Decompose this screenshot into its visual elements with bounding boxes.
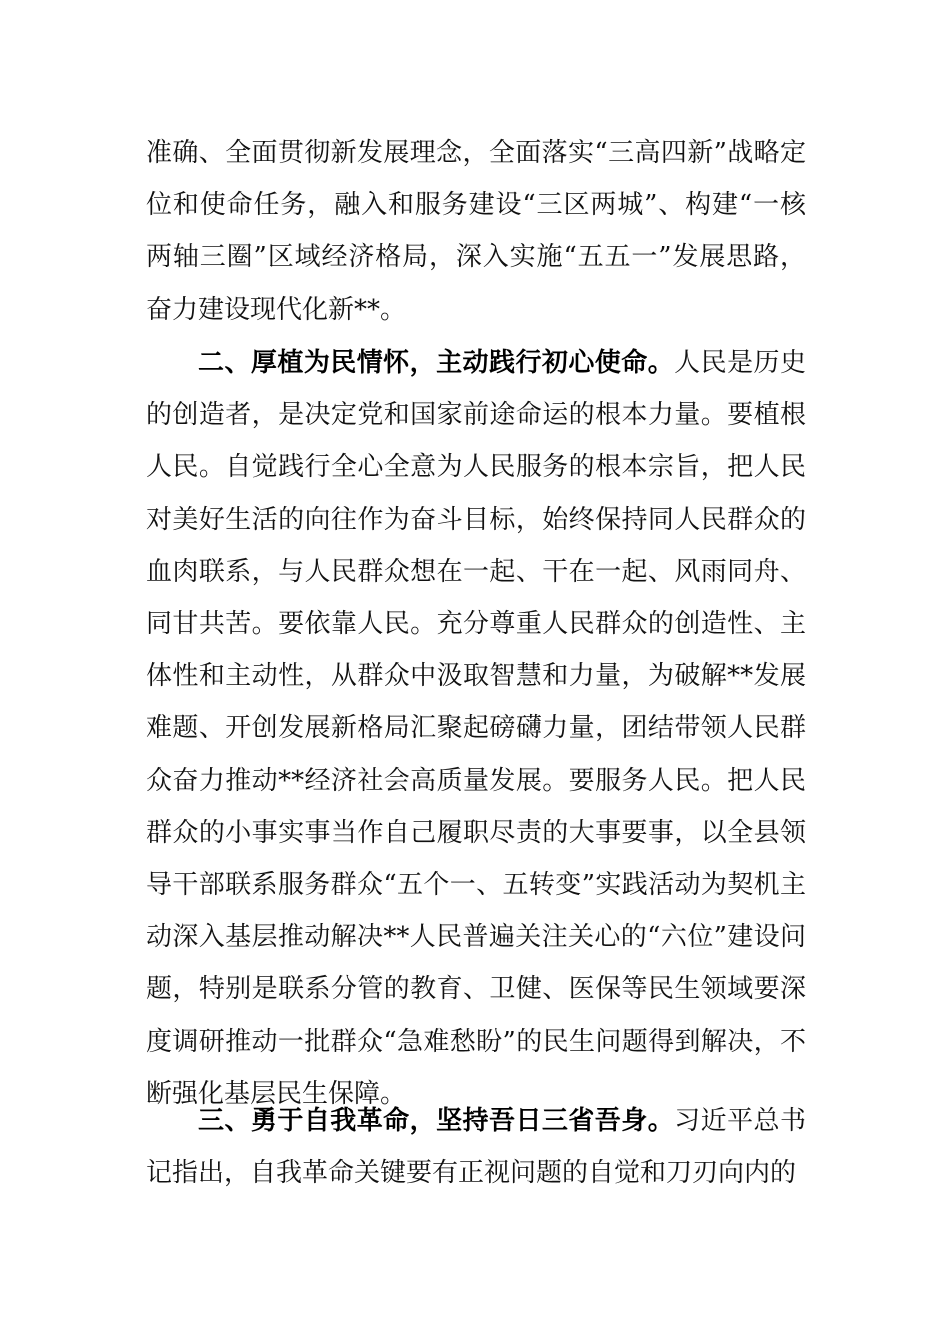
section-heading: 二、厚植为民情怀，主动践行初心使命。 <box>198 348 675 378</box>
paragraph-section-two <box>146 337 806 1120</box>
section-heading: 三、勇于自我革命，坚持吾日三省吾身。 <box>198 1106 675 1136</box>
paragraph-body: 准确、全面贯彻新发展理念，全面落实“三高四新”战略定位和使命任务，融入和服务建设“三区两城”、构建“一核两轴三圈”区域经济格局，深入实施“五五一”发展思路，奋力建设现代化新**。 <box>146 138 806 325</box>
paragraph-section-three <box>146 1095 806 1199</box>
paragraph-body: 习近平总书记指出，自我革命关键要有正视问题的自觉和刀刃向内的 <box>146 1106 806 1189</box>
paragraph-continuation <box>146 127 806 336</box>
paragraph-body: 人民是历史的创造者，是决定党和国家前途命运的根本力量。要植根人民。自觉践行全心全意为人民服务的根本宗旨，把人民对美好生活的向往作为奋斗目标，始终保持同人民群众的血肉联系，与人民群众想在一起、干在一起、风雨同舟、同甘共苦。要依靠人民。充分尊重人民群众的创造性、主体性和主动性，从群众中汲取智慧和力量，为破解**发展难题、开创发展新格局汇聚起磅礴力量，团结带领人民群众奋力推动**经济社会高质量发展。要服务人民。把人民群众的小事实事当作自己履职尽责的大事要事，以全县领导干部联系服务群众“五个一、五转变”实践活动为契机主动深入基层推动解决**人民普遍关注关心的“六位”建设问题，特别是联系分管的教育、卫健、医保等民生领域要深度调研推动一批群众“急难愁盼”的民生问题得到解决，不断强化基层民生保障。 <box>146 348 806 1109</box>
